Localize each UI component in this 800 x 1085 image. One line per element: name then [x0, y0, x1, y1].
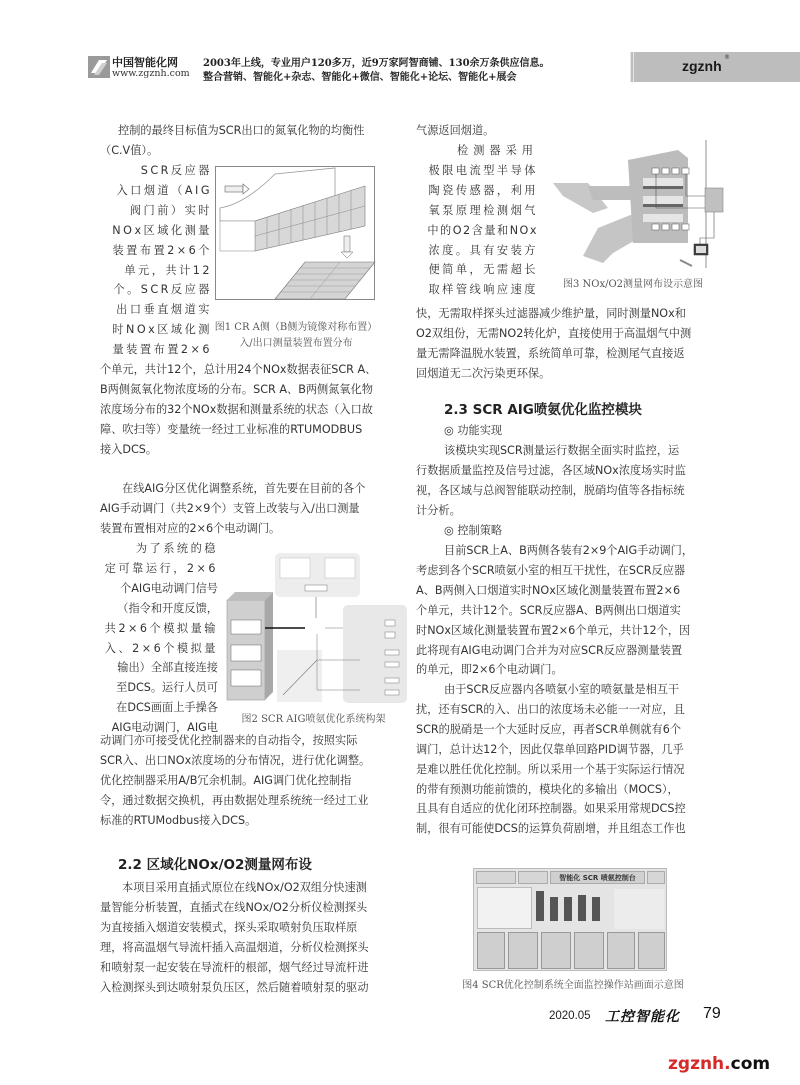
text-line: 和喷射泵一起安装在导流杆的根部，烟气经过导流杆进: [100, 960, 369, 974]
text-line: 输出）全部直接连接: [117, 661, 218, 675]
text-line: 扰，还有SCR的入、出口的浓度场未必能一一对应，且: [416, 702, 685, 716]
text-line: 优化控制器采用A/B冗余机制。AIG调门优化控制指: [100, 773, 352, 787]
brand-tab: [630, 52, 800, 82]
text-line: 阀门前）实时: [129, 203, 212, 217]
text-line: 由于SCR反应器内各喷氨小室的喷氨量是相互干: [444, 683, 680, 696]
text-line: 浓度。具有安装方: [428, 243, 538, 257]
text-line: 动调门亦可接受优化控制器来的自动指令，按照实际: [100, 734, 358, 747]
figure-3-caption: 图3 NOx/O2测量网布设示意图: [562, 279, 704, 290]
text-line: SCR反应器: [140, 164, 212, 177]
text-line: 障、吹扫等）变量统一经过工业标准的RTUMODBUS: [100, 422, 363, 436]
text-line: 的单元，即2×6个电动调门。: [416, 663, 563, 677]
text-line: 便简单，无需超长: [428, 263, 538, 277]
text-line: SCR入、出口NOx浓度场的分布情况，进行优化调整。: [100, 753, 371, 767]
text-line: 接入DCS。: [100, 442, 158, 456]
header-slogan-1: 2003年上线，专业用户120多万，近9万家阿智商铺、130余万条供应信息。: [203, 58, 550, 69]
figure-4-caption: 图4 SCR优化控制系统全面监控操作站画面示意图: [462, 980, 684, 991]
text-line: 此将现有AIG电动调门合并为对应SCR反应器测量装置: [416, 643, 683, 657]
subheading-function: ◎ 功能实现: [444, 424, 503, 437]
text-line: 装置布置2×6个: [112, 243, 212, 257]
watermark-tld: com: [730, 1054, 771, 1074]
text-line: 是难以胜任优化控制。所以采用一个基于实际运行情况: [416, 762, 685, 776]
text-line: AIG电动调门，AIG电: [111, 721, 218, 735]
text-line: 的带有预测功能前馈的，模块化的多输出（MOCS），: [416, 782, 679, 796]
text-line: O2双组份，无需NO2转化炉，直接使用于高温烟气中测: [416, 326, 692, 340]
text-line: 入、2×6个模拟量: [104, 641, 218, 655]
text-line: 行数据质量监控及信号过滤，各区域NOx浓度场实时监: [416, 463, 686, 477]
text-line: 快，无需取样探头过滤器减少维护量，同时测量NOx和: [416, 307, 686, 320]
text-line: 理，将高温烟气导流杆插入高温烟道，分析仪检测探头: [100, 940, 369, 954]
text-line: 入口烟道（AIG: [116, 183, 212, 197]
caption-line: 图1 CR A侧（B侧为镜像对称布置）: [214, 322, 378, 333]
text-line: 目前SCR上A、B两侧各装有2×9个AIG手动调门，: [444, 544, 694, 557]
text-line: 视，各区域与总阀智能联动控制，脱硝均值等各指标统: [416, 483, 685, 497]
logo-name: 中国智能化网: [112, 56, 178, 69]
text-line: B两侧氮氧化物浓度场的分布。SCR A、B两侧氮氧化物: [100, 382, 373, 396]
logo-url[interactable]: www.zgznh.com: [112, 68, 190, 79]
text-line: 量智能分析装置，直插式在线NOx/O2分析仪检测探头: [100, 900, 368, 914]
text-line: 中的O2含量和NOx: [427, 223, 538, 237]
brand-name: zgznh: [682, 58, 722, 74]
paragraph-2-2: [100, 878, 408, 997]
text-line: 调门，总计达12个，因此仅靠单回路PID调节器，几乎: [416, 742, 684, 756]
paragraph-stable-narrow: [100, 539, 218, 738]
text-line: 装置布置相对应的2×6个电动调门。: [100, 521, 281, 535]
text-line: 制，很有可能使DCS的运算负荷剧增，并且组态工作也: [416, 822, 686, 836]
paragraph-stable-full: [100, 731, 408, 831]
text-line: 出口垂直烟道实: [116, 303, 212, 317]
text-line: 量无需降温脱水装置，系统简单可靠，检测尾气直接返: [416, 346, 685, 360]
text-line: 共2×6个模拟量输: [104, 621, 218, 635]
text-line: 入检测探头到达喷射泵负压区，然后随着喷射泵的驱动: [100, 980, 369, 994]
paragraph-detector-full: [416, 304, 716, 384]
page-header: [0, 52, 800, 82]
paragraph-intro-end: [100, 141, 390, 161]
text-line: 在线AIG分区优化调整系统，首先要在目前的各个: [122, 482, 366, 495]
text-line: 计分析。: [416, 503, 461, 517]
text-line: 氧泵原理检测烟气: [428, 203, 538, 217]
paragraph-gas-return: 气源返回烟道。: [416, 124, 495, 137]
text-line: 检测器采用: [457, 144, 538, 157]
text-line: 控制的最终目标值为SCR出口的氮氧化物的均衡性: [118, 124, 365, 137]
text-line: A、B两侧入口烟道实时NOx区域化测量装置布置2×6: [416, 583, 681, 597]
watermark: [668, 1054, 770, 1074]
figure-2-caption: 图2 SCR AIG喷氨优化系统构架: [241, 714, 386, 725]
text-line: 考虑到各个SCR喷氨小室的相互干扰性，在SCR反应器: [416, 563, 686, 577]
text-line: 回烟道无二次污染更环保。: [416, 366, 551, 380]
paragraph-strategy: [416, 541, 716, 680]
section-heading-2-3: 2.3 SCR AIG喷氨优化监控模块: [444, 402, 642, 418]
text-line: 时NOx区域化测: [112, 323, 212, 337]
paragraph-intro: [118, 121, 408, 141]
text-line: 陶瓷传感器，利用: [428, 183, 538, 197]
text-line: 取样管线响应速度: [428, 283, 538, 297]
figure-3-measurement-network: [548, 138, 728, 276]
text-line: （指令和开度反馈，: [117, 601, 218, 615]
text-line: SCR的脱硝是一个大延时反应，再者SCR单侧就有6个: [416, 722, 682, 736]
subheading-strategy: ◎ 控制策略: [444, 524, 503, 537]
text-line: 为了系统的稳: [135, 542, 218, 555]
text-line: 定可靠运行，2×6: [104, 561, 218, 575]
text-line: 且具有自适应的优化闭环控制器。如果采用常规DCS控: [416, 802, 686, 816]
figure-2-system-architecture: [225, 550, 410, 705]
text-line: 个单元，共计12个，总计用24个NOx数据表征SCR A、: [100, 363, 377, 376]
section-heading-2-2: 2.2 区域化NOx/O2测量网布设: [118, 857, 312, 873]
paragraph-scr-full: [100, 360, 408, 460]
paragraph-mocs: [416, 680, 716, 839]
paragraph-function: [416, 441, 716, 521]
text-line: 单元，共计12: [124, 263, 212, 277]
watermark-domain: zgznh.: [668, 1054, 731, 1074]
text-line: 标准的RTUModbus接入DCS。: [100, 813, 257, 827]
issue-date: 2020.05: [549, 1010, 591, 1022]
text-line: AIG手动调门（共2×9个）支管上改装与入/出口测量: [100, 501, 360, 515]
registered-mark: ®: [724, 54, 730, 61]
header-slogan-2: 整合营销、智能化+杂志、智能化+微信、智能化+论坛、智能化+展会: [203, 72, 517, 83]
text-line: 个AIG电动调门信号: [120, 581, 218, 595]
text-line: NOx区域化测量: [112, 223, 212, 237]
paragraph-detector-narrow: [416, 141, 538, 300]
text-line: 该模块实现SCR测量运行数据全面实时监控，运: [444, 444, 680, 457]
screen-title: 智能化 SCR 喷氨控制台: [550, 871, 645, 884]
text-line: 至DCS。运行人员可: [116, 681, 218, 695]
text-line: 为直接插入烟道安装模式，探头采取喷射负压取样原: [100, 920, 358, 934]
magazine-logo: 工控智能化: [605, 1009, 680, 1025]
figure-1-duct-layout: [215, 166, 405, 301]
page-number: 79: [703, 1005, 721, 1022]
text-line: 时NOx区域化测量装置布置2×6个单元，共计12个，因: [416, 623, 691, 637]
text-line: 令，通过数据交换机，再由数据处理系统统一经过工业: [100, 793, 369, 807]
caption-line: 入/出口测量装置布置分布: [239, 338, 353, 349]
paragraph-aig: [100, 479, 408, 539]
text-line: 浓度场分布的32个NOx数据和测量系统的状态（入口故: [100, 402, 373, 416]
text-line: 本项目采用直插式原位在线NOx/O2双组分快速测: [122, 881, 367, 894]
text-line: （C.V值）。: [100, 144, 159, 157]
text-line: 量装置布置2×6: [112, 343, 212, 357]
text-line: 在DCS画面上手操各: [116, 701, 218, 715]
text-line: 个单元，共计12个。SCR反应器A、B两侧出口烟道实: [416, 603, 681, 617]
text-line: 极限电流型半导体: [428, 163, 538, 177]
zgznh-logo-icon: [88, 56, 110, 78]
figure-1-caption: [196, 320, 396, 352]
text-line: 个。SCR反应器: [113, 283, 212, 297]
figure-4-monitoring-screen: [473, 868, 667, 971]
